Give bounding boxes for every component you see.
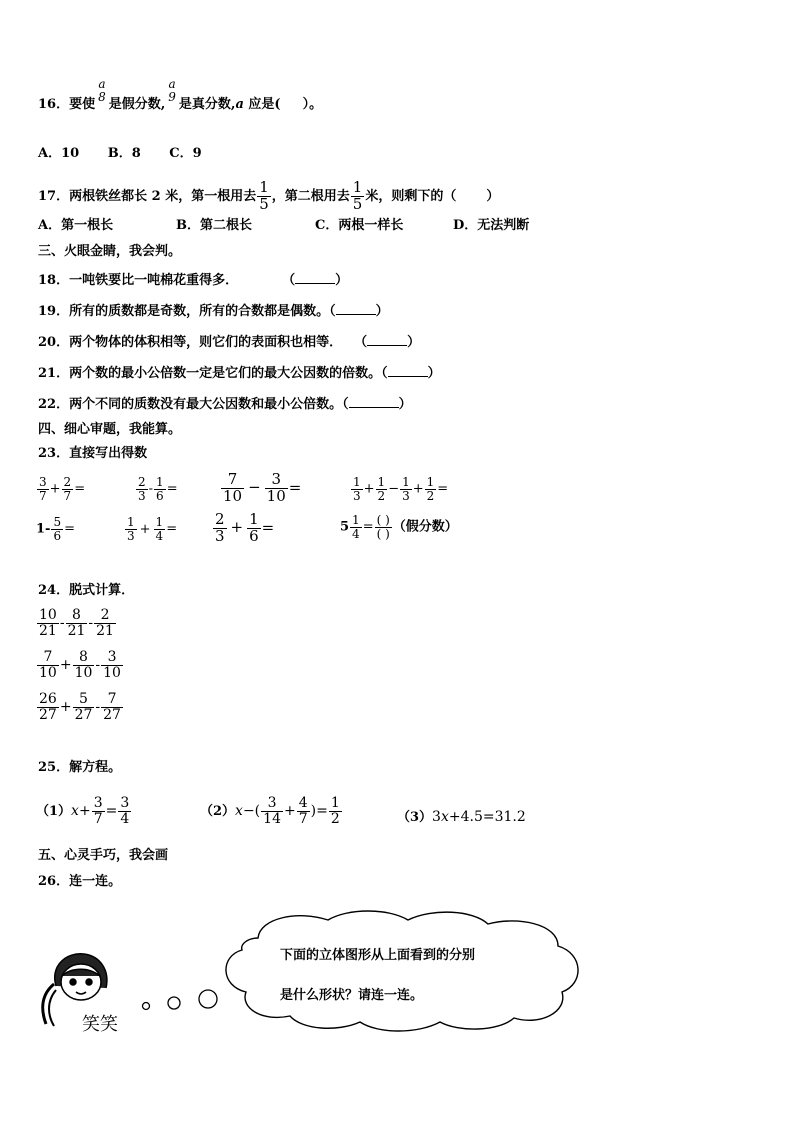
fraction-a-over-9: a 9	[168, 77, 176, 104]
answer-blank-20[interactable]	[367, 333, 407, 346]
cloud-text-line-2: 是什么形状？请连一连。	[280, 988, 424, 1003]
q16-options	[38, 146, 202, 162]
q16-option-a[interactable]: A．10	[38, 146, 80, 161]
q16-number: 16．	[38, 97, 70, 113]
equation-3: （3）3x+4.5=31.2	[397, 809, 526, 825]
thought-bubbles-icon	[138, 986, 222, 1016]
q17-option-b[interactable]: B．第二根长	[176, 218, 252, 233]
judge-item-20: 20．两个物体的体积相等，则它们的表面积也相等． （ ）	[38, 335, 421, 350]
equation-2: （2）x−( $\frac{3}{14}$ + $\frac{4}{7}$ )= $\frac{1}{2}$	[200, 795, 340, 827]
q24-expr-2: $\frac{7}{10}$ + $\frac{8}{10}$ - $\frac{3}{10}$	[39, 649, 121, 681]
judge-item-19: 19．所有的质数都是奇数，所有的合数都是偶数。（ ）	[38, 304, 389, 319]
question-16: 16．要使 a 8 是假分数, a 9 是真分数,a 应是( ）。	[38, 77, 323, 113]
q17-fraction-2: $\frac{1}{5}$	[352, 178, 363, 213]
cloud-text-line-1: 下面的立体图形从上面看到的分别	[280, 948, 476, 963]
q17-fraction-1: $\frac{1}{5}$	[259, 178, 269, 213]
calc-r1c2: $\frac{2}{3}$ - $\frac{1}{6}$ =	[138, 475, 178, 503]
answer-blank-22[interactable]	[349, 395, 399, 408]
speech-cloud	[218, 908, 586, 1034]
calc-r1c1: $\frac{3}{7}$ + $\frac{2}{7}$ =	[39, 475, 86, 503]
answer-blank-19[interactable]	[336, 302, 376, 315]
answer-blank-18[interactable]	[295, 271, 335, 284]
q17-option-d[interactable]: D．无法判断	[453, 218, 530, 233]
section-4-heading: 四、细心审题，我能算。	[38, 422, 182, 437]
q25-title: 25．解方程。	[38, 760, 122, 775]
calc-r2c3: $\frac{2}{3}$ + $\frac{1}{6}$ =	[215, 510, 275, 545]
calc-r1c4: $\frac{1}{3}$ + $\frac{1}{2}$ − $\frac{1}{3}$ + $\frac{1}{2}$ =	[353, 475, 449, 503]
q24-expr-1: $\frac{10}{21}$ - $\frac{8}{21}$ - $\frac{2}{21}$	[39, 607, 114, 639]
q16-option-c[interactable]: C．9	[169, 146, 202, 161]
judge-item-21: 21．两个数的最小公倍数一定是它们的最大公因数的倍数。（ ）	[38, 366, 441, 381]
section-3-heading: 三、火眼金睛，我会判。	[38, 244, 182, 259]
judge-item-22: 22．两个不同的质数没有最大公因数和最小公倍数。（ ）	[38, 397, 412, 412]
q17-option-c[interactable]: C．两根一样长	[315, 218, 404, 233]
calc-r2c4: 5 $\frac{1}{4}$ = ( ) ( ) （假分数）	[340, 513, 458, 541]
q17-options	[38, 218, 530, 234]
answer-fraction-blank[interactable]: ( ) ( )	[376, 513, 390, 541]
q24-expr-3: $\frac{26}{27}$ + $\frac{5}{27}$ - $\frac{7}{27}$	[39, 691, 121, 723]
judge-item-18: 18．一吨铁要比一吨棉花重得多． （ ）	[38, 273, 349, 288]
q17-option-a[interactable]: A．第一根长	[38, 218, 114, 233]
q26-title: 26．连一连。	[38, 874, 122, 889]
calc-r2c1: 1- $\frac{5}{6}$ =	[36, 515, 75, 543]
q24-title: 24．脱式计算．	[38, 583, 135, 598]
equation-1: （1）x+ $\frac{3}{7}$ = $\frac{3}{4}$	[36, 795, 130, 827]
girl-name-label: 笑笑	[82, 1014, 118, 1035]
section-5-heading: 五、心灵手巧，我会画	[38, 848, 169, 863]
calc-r1c3: $\frac{7}{10}$ − $\frac{3}{10}$ =	[223, 470, 302, 505]
fraction-a-over-8: a 8	[98, 77, 106, 104]
question-17: 17．两根铁丝都长 2 米，第一根用去 $\frac{1}{5}$ ，第二根用去 $\frac{1}{5}$ 米，则剩下的（ ）	[38, 178, 500, 213]
calc-r2c2: $\frac{1}{3}$ + $\frac{1}{4}$ =	[127, 515, 178, 543]
answer-blank-21[interactable]	[388, 364, 428, 377]
q16-option-b[interactable]: B．8	[107, 146, 141, 161]
q23-title: 23．直接写出得数	[38, 446, 148, 461]
